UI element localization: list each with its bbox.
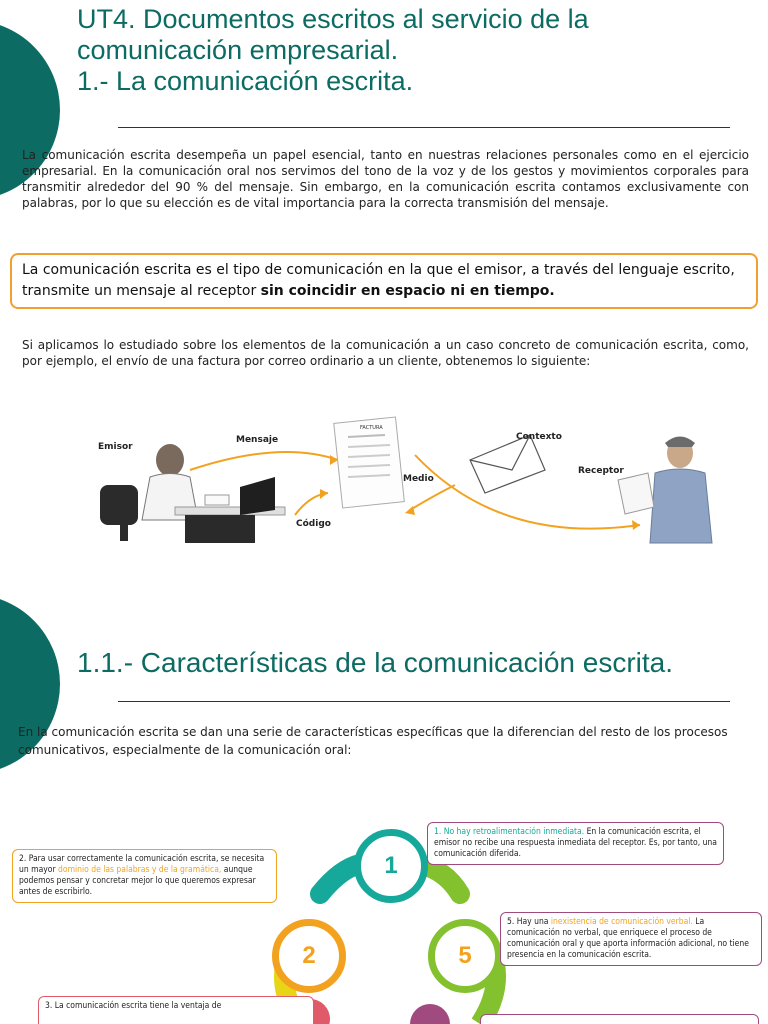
callout-5-text-a: 5. Hay una bbox=[507, 917, 551, 927]
arrow-medio bbox=[410, 485, 455, 510]
title-line-3: 1.- La comunicación escrita. bbox=[77, 66, 414, 96]
callout-1-highlight: 1. No hay retroalimentación inmediata. bbox=[434, 827, 585, 837]
title-line-1: UT4. Documentos escritos al servicio de la bbox=[77, 4, 589, 34]
slide-2-title: 1.1.- Características de la comunicación escrita. bbox=[77, 647, 674, 678]
definition-bold: sin coincidir en espacio ni en tiempo. bbox=[260, 283, 555, 299]
definition-box bbox=[10, 253, 758, 309]
label-emisor: Emisor bbox=[98, 442, 133, 452]
circle-2: 2 bbox=[272, 919, 346, 993]
callout-5-text-b: La comunicación no verbal, que enriquece el proceso de comunicación oral y que aporta información adicional, no tiene presencia en la comunicación escrita. bbox=[507, 917, 749, 960]
diagram-illustration bbox=[80, 415, 720, 545]
slide-2 bbox=[0, 584, 768, 1024]
callout-4 bbox=[480, 1014, 759, 1024]
label-mensaje: Mensaje bbox=[236, 435, 279, 445]
envelope-icon bbox=[470, 435, 545, 493]
callout-1 bbox=[427, 822, 724, 865]
slide-1-title bbox=[77, 4, 757, 97]
circle-1: 1 bbox=[354, 829, 428, 903]
title-line-2: comunicación empresarial. bbox=[77, 35, 399, 65]
callout-5-highlight: inexistencia de comunicación verbal. bbox=[550, 917, 693, 927]
emisor-figure bbox=[100, 444, 285, 543]
label-receptor: Receptor bbox=[578, 466, 624, 476]
callout-3 bbox=[38, 996, 314, 1024]
label-codigo: Código bbox=[296, 519, 331, 529]
callout-2 bbox=[12, 849, 277, 903]
title-divider bbox=[118, 127, 730, 128]
definition-text: La comunicación escrita es el tipo de comunicación en la que el emisor, a través del lenguaje escrito, transmite un mensaje al receptor bbox=[22, 262, 735, 299]
callout-2-highlight: dominio de las palabras y de la gramática, bbox=[58, 865, 222, 875]
label-contexto: Contexto bbox=[516, 432, 562, 442]
callout-1-text: En la comunicación escrita, el emisor no recibe una respuesta inmediata del receptor. Es, por tanto, una comunicación diferida. bbox=[434, 827, 717, 859]
callout-2-text-b: aunque podemos pensar y concretar mejor lo que queremos expresar antes de escribirlo. bbox=[19, 865, 256, 897]
arrow-mensaje bbox=[190, 452, 338, 470]
characteristics-intro: En la comunicación escrita se dan una serie de características específicas que la diferencian del resto de los procesos comunicativos, especialmente de la comunicación oral: bbox=[18, 725, 728, 757]
callout-3-text: 3. La comunicación escrita tiene la ventaja de bbox=[45, 1001, 222, 1011]
circle-5: 5 bbox=[428, 919, 502, 993]
callout-5 bbox=[500, 912, 762, 966]
invoice-title: FACTURA bbox=[360, 425, 383, 431]
callout-2-text-a: 2. Para usar correctamente la comunicación escrita, se necesita un mayor bbox=[19, 854, 265, 875]
communication-diagram bbox=[80, 415, 720, 545]
example-paragraph: Si aplicamos lo estudiado sobre los elementos de la comunicación a un caso concreto de comunicación escrita, como, por ejemplo, el envío de una factura por correo ordinario a un cliente, obtenemos lo siguiente: bbox=[22, 338, 749, 368]
label-medio: Medio bbox=[403, 474, 434, 484]
intro-paragraph: La comunicación escrita desempeña un papel esencial, tanto en nuestras relaciones personales como en el ejercicio empresarial. En la comunicación oral nos servimos del tono de la voz y de los gestos y movimientos corporales para transmitir alrededor del 90 % del mensaje. Sin embargo, en la comunicación escrita contamos exclusivamente con palabras, por lo que su elección es de vital importancia para la correcta transmisión del mensaje. bbox=[22, 148, 749, 210]
